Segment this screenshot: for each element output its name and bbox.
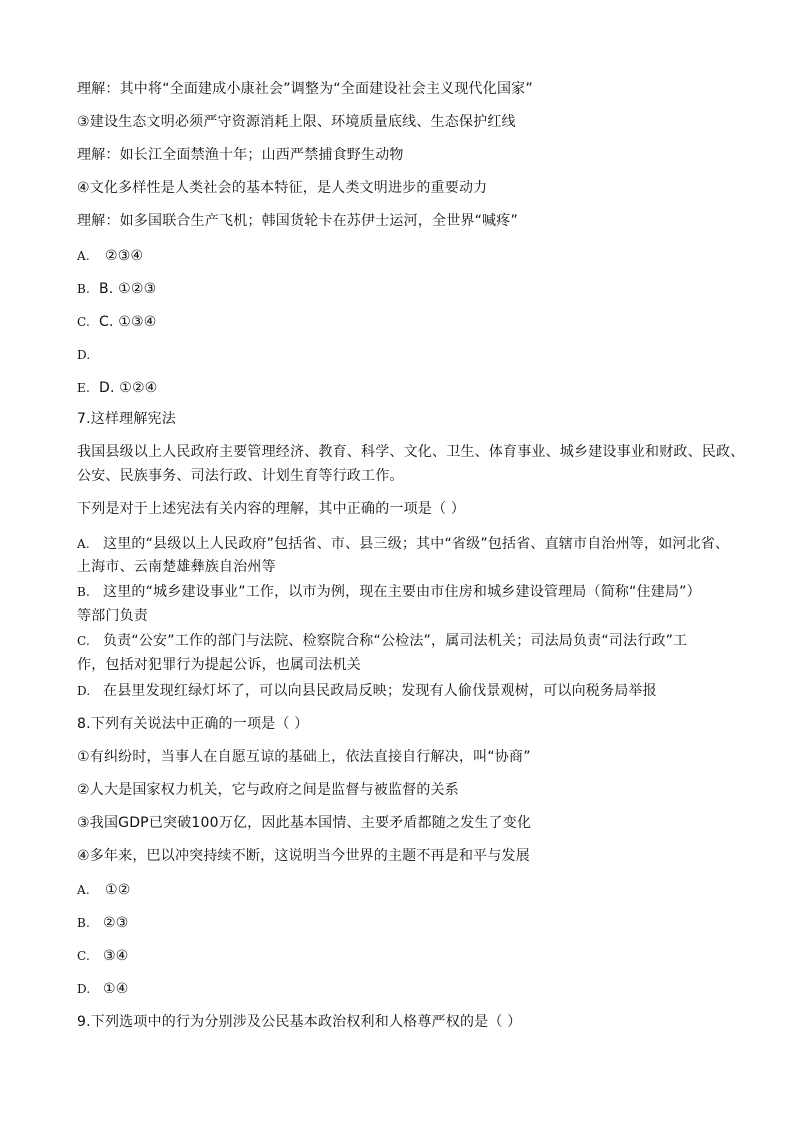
q7-option-d — [77, 682, 657, 700]
option-text: D. ①②④ — [99, 380, 158, 396]
option-label: D. — [77, 982, 91, 996]
statement: ④多年来，巴以冲突持续不断，这说明当今世界的主题不再是和平与发展 — [77, 848, 530, 864]
option-text: C. ①③④ — [99, 314, 157, 330]
option-text: 在县里发现红绿灯坏了，可以向县民政局反映；发现有人偷伐景观树，可以向税务局举报 — [103, 683, 657, 699]
option-label: E. — [77, 381, 90, 395]
option-text: ③④ — [103, 948, 129, 964]
q6-option-b — [77, 280, 156, 298]
q8-option-a — [77, 881, 131, 899]
q7-option-b — [77, 583, 701, 601]
q8-option-d — [77, 980, 129, 998]
option-text: ②③ — [103, 915, 129, 931]
option-label: A. — [77, 249, 90, 263]
text-line: 理解：如多国联合生产飞机；韩国货轮卡在苏伊士运河，全世界“喊疼” — [77, 213, 518, 229]
question-title: 8.下列有关说法中正确的一项是（ ） — [77, 716, 309, 732]
option-label: A. — [77, 537, 90, 551]
option-label: C. — [77, 315, 90, 329]
question-title: 9.下列选项中的行为分别涉及公民基本政治权利和人格尊严权的是（ ） — [77, 1014, 522, 1030]
option-text: ②③④ — [105, 248, 144, 264]
q6-option-d — [77, 346, 99, 364]
text-line: ④文化多样性是人类社会的基本特征，是人类文明进步的重要动力 — [77, 180, 488, 196]
statement: ③我国GDP已突破100万亿，因此基本国情、主要矛盾都随之发生了变化 — [77, 815, 532, 831]
option-label: A. — [77, 883, 90, 897]
q6-option-a — [77, 247, 143, 265]
q6-option-c — [77, 313, 157, 331]
q7-option-c — [77, 632, 687, 650]
option-text: ①④ — [103, 981, 129, 997]
option-text: 这里的“县级以上人民政府”包括省、市、县三级；其中“省级”包括省、直辖市自治州等，如河北省、 — [103, 536, 730, 552]
option-label: B. — [77, 282, 91, 296]
statement: ②人大是国家权力机关，它与政府之间是监督与被监督的关系 — [77, 782, 459, 798]
q8-option-b — [77, 914, 129, 932]
question-title: 7.这样理解宪法 — [77, 411, 176, 427]
option-text: 这里的“城乡建设事业”工作，以市为例，现在主要由市住房和城乡建设管理局（简称“住建局”） — [103, 584, 701, 600]
option-text: B. ①②③ — [99, 281, 157, 297]
question-body: 公安、民族事务、司法行政、计划生育等行政工作。 — [77, 468, 404, 484]
option-continuation: 上海市、云南楚雄彝族自治州等 — [77, 559, 276, 575]
text-line: ③建设生态文明必须严守资源消耗上限、环境质量底线、生态保护红线 — [77, 114, 516, 130]
q7-option-a — [77, 535, 729, 553]
option-label: B. — [77, 585, 91, 599]
q8-option-c — [77, 947, 129, 965]
option-text: ①② — [105, 882, 131, 898]
option-label: D. — [77, 348, 91, 362]
option-text: 负责“公安”工作的部门与法院、检察院合称“公检法”，属司法机关；司法局负责“司法行政”工 — [103, 633, 688, 649]
option-label: C. — [77, 634, 90, 648]
option-label: C. — [77, 949, 90, 963]
text-line: 理解：其中将“全面建成小康社会”调整为“全面建设社会主义现代化国家” — [77, 81, 533, 97]
option-label: D. — [77, 684, 91, 698]
statement: ①有纠纷时，当事人在自愿互谅的基础上，依法直接自行解决，叫“协商” — [77, 749, 531, 765]
question-body: 我国县级以上人民政府主要管理经济、教育、科学、文化、卫生、体育事业、城乡建设事业和财政、民政、 — [77, 444, 745, 460]
text-line: 理解：如长江全面禁渔十年；山西严禁捕食野生动物 — [77, 147, 404, 163]
option-continuation: 作，包括对犯罪行为提起公诉，也属司法机关 — [77, 657, 361, 673]
question-stem: 下列是对于上述宪法有关内容的理解，其中正确的一项是（ ） — [77, 501, 466, 517]
option-continuation: 等部门负责 — [77, 608, 148, 624]
option-label: B. — [77, 916, 91, 930]
q6-option-e — [77, 379, 158, 397]
